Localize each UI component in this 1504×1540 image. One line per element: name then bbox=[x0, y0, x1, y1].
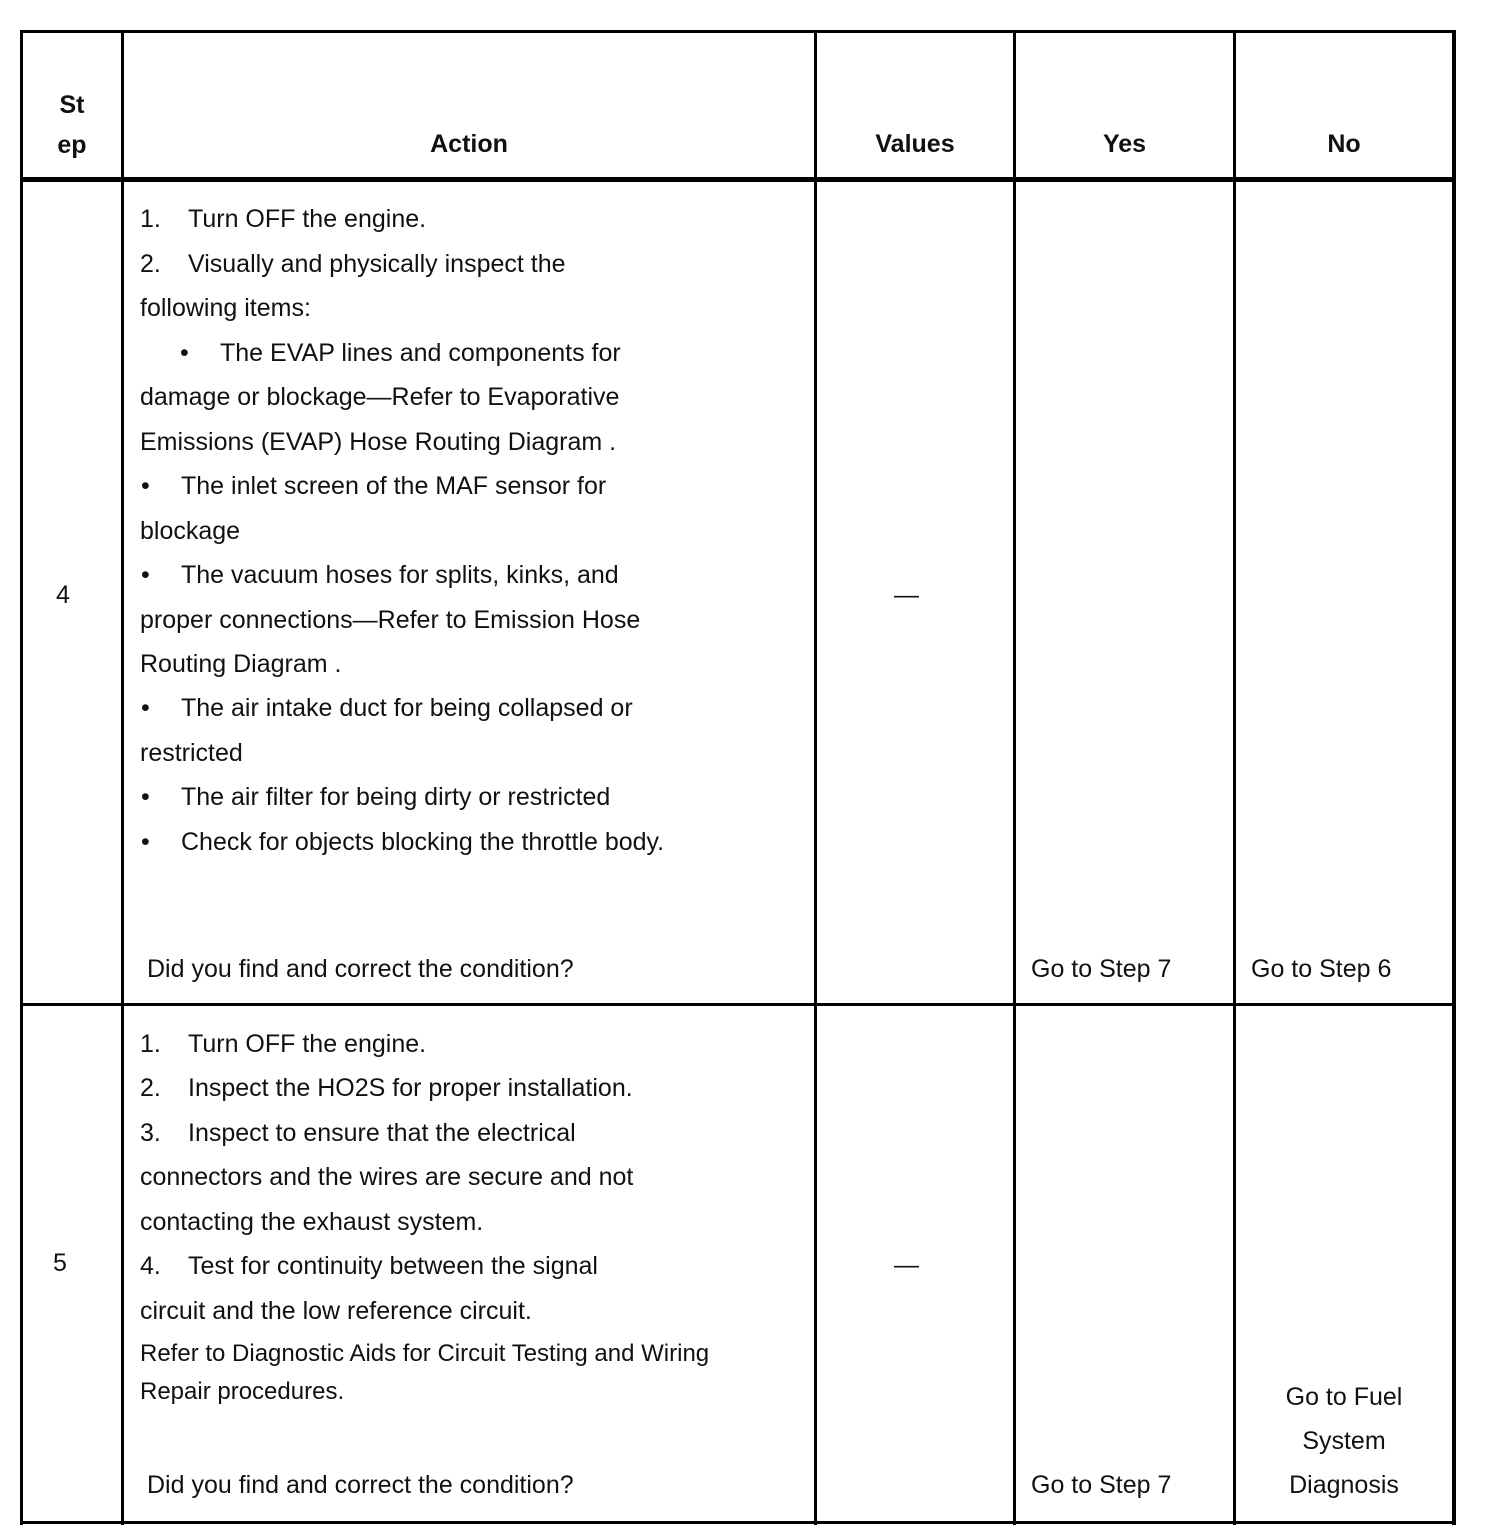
bullet-icon: • bbox=[180, 339, 189, 367]
diagnostic-table bbox=[20, 30, 1456, 1525]
header-yes: Yes bbox=[1102, 130, 1147, 158]
action-line: Refer to Diagnostic Aids for Circuit Testing and Wiring bbox=[140, 1340, 710, 1367]
question-text: Did you find and correct the condition? bbox=[147, 1471, 574, 1499]
action-line: proper connections—Refer to Emission Hose bbox=[140, 606, 641, 634]
table-right-border bbox=[1452, 30, 1456, 1525]
row-divider bbox=[20, 1003, 1456, 1006]
list-number: 3. bbox=[140, 1119, 161, 1147]
action-line: contacting the exhaust system. bbox=[140, 1208, 484, 1236]
table-left-border bbox=[20, 30, 23, 1525]
action-line: 1. Turn OFF the engine. bbox=[140, 205, 427, 233]
action-line: • The inlet screen of the MAF sensor for bbox=[141, 472, 607, 500]
action-line: connectors and the wires are secure and not bbox=[140, 1163, 634, 1191]
action-line: restricted bbox=[140, 739, 243, 767]
header-step bbox=[23, 85, 121, 165]
table-bottom-border bbox=[20, 1521, 1456, 1524]
header-values: Values bbox=[875, 130, 955, 158]
header-step-line2: ep bbox=[57, 131, 87, 159]
action-line: circuit and the low reference circuit. bbox=[140, 1297, 532, 1325]
column-divider bbox=[1233, 30, 1236, 1525]
header-no: No bbox=[1327, 130, 1361, 158]
action-line: 3. Inspect to ensure that the electrical bbox=[140, 1119, 576, 1147]
action-line: blockage bbox=[140, 517, 241, 545]
action-line: 4. Test for continuity between the signal bbox=[140, 1252, 598, 1280]
no-link-line2[interactable]: System bbox=[1302, 1427, 1386, 1455]
list-number: 4. bbox=[140, 1252, 161, 1280]
bullet-icon: • bbox=[141, 561, 150, 589]
action-line: • The vacuum hoses for splits, kinks, and bbox=[141, 561, 619, 589]
action-line: 2. Inspect the HO2S for proper installation. bbox=[140, 1074, 633, 1102]
action-line: following items: bbox=[140, 294, 311, 322]
yes-link[interactable]: Go to Step 7 bbox=[1031, 1471, 1172, 1499]
column-divider bbox=[121, 30, 124, 1525]
values-cell: — bbox=[894, 1251, 919, 1279]
table-top-border bbox=[20, 30, 1456, 33]
yes-link[interactable]: Go to Step 7 bbox=[1031, 955, 1172, 983]
no-link-line1[interactable]: Go to Fuel bbox=[1285, 1383, 1403, 1411]
step-number: 5 bbox=[53, 1249, 67, 1277]
no-link-line3[interactable]: Diagnosis bbox=[1289, 1471, 1399, 1499]
column-divider bbox=[1013, 30, 1016, 1525]
action-line: • Check for objects blocking the throttle body. bbox=[141, 828, 665, 856]
bullet-icon: • bbox=[141, 783, 150, 811]
list-number: 1. bbox=[140, 205, 161, 233]
list-number: 1. bbox=[140, 1030, 161, 1058]
action-line: 2. Visually and physically inspect the bbox=[140, 250, 566, 278]
header-action: Action bbox=[430, 130, 508, 158]
bullet-icon: • bbox=[141, 828, 150, 856]
action-line: • The air intake duct for being collapsed or bbox=[141, 694, 633, 722]
action-line: damage or blockage—Refer to Evaporative bbox=[140, 383, 620, 411]
action-line: Emissions (EVAP) Hose Routing Diagram . bbox=[140, 428, 617, 456]
action-line: Repair procedures. bbox=[140, 1378, 345, 1405]
no-link[interactable]: Go to Step 6 bbox=[1251, 955, 1392, 983]
action-line: Routing Diagram . bbox=[140, 650, 342, 678]
question-text: Did you find and correct the condition? bbox=[147, 955, 574, 983]
list-number: 2. bbox=[140, 1074, 161, 1102]
list-number: 2. bbox=[140, 250, 161, 278]
values-cell: — bbox=[894, 581, 919, 609]
step-number: 4 bbox=[56, 581, 70, 609]
header-bottom-border bbox=[20, 177, 1456, 182]
bullet-icon: • bbox=[141, 472, 150, 500]
header-step-line1: St bbox=[59, 91, 85, 119]
bullet-icon: • bbox=[141, 694, 150, 722]
action-line: 1. Turn OFF the engine. bbox=[140, 1030, 427, 1058]
action-line: • The EVAP lines and components for bbox=[180, 339, 621, 367]
column-divider bbox=[814, 30, 817, 1525]
action-line: • The air filter for being dirty or restricted bbox=[141, 783, 611, 811]
